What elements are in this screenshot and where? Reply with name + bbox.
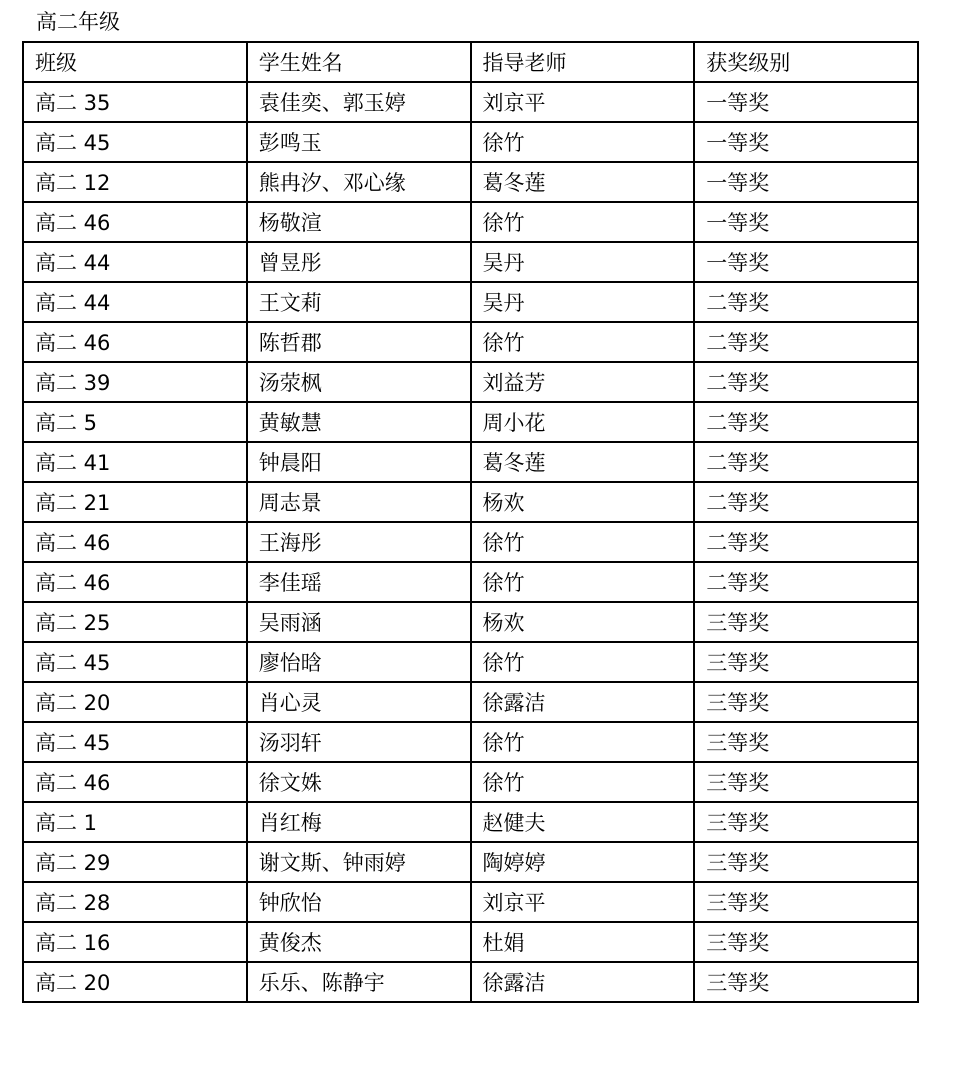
table-row [23, 682, 918, 722]
table-row [23, 962, 918, 1002]
cell-award-level: 二等奖 [694, 442, 918, 482]
table-row [23, 802, 918, 842]
table-row [23, 82, 918, 122]
table-row [23, 242, 918, 282]
table-row [23, 362, 918, 402]
cell-student-name: 徐文姝 [247, 762, 471, 802]
header-class: 班级 [23, 42, 247, 82]
cell-class: 高二 1 [23, 802, 247, 842]
cell-teacher: 吴丹 [471, 282, 695, 322]
table-row [23, 762, 918, 802]
cell-teacher: 徐竹 [471, 642, 695, 682]
cell-teacher: 徐露洁 [471, 682, 695, 722]
cell-class: 高二 5 [23, 402, 247, 442]
cell-class: 高二 44 [23, 242, 247, 282]
cell-teacher: 徐露洁 [471, 962, 695, 1002]
page-title: 高二年级 [36, 10, 120, 34]
award-table [22, 41, 919, 1003]
cell-teacher: 徐竹 [471, 322, 695, 362]
cell-teacher: 徐竹 [471, 122, 695, 162]
cell-teacher: 吴丹 [471, 242, 695, 282]
table-row [23, 562, 918, 602]
table-row [23, 202, 918, 242]
cell-award-level: 三等奖 [694, 842, 918, 882]
cell-award-level: 三等奖 [694, 762, 918, 802]
cell-award-level: 三等奖 [694, 602, 918, 642]
cell-student-name: 汤荥枫 [247, 362, 471, 402]
table-header [23, 42, 918, 82]
cell-class: 高二 39 [23, 362, 247, 402]
cell-teacher: 葛冬莲 [471, 442, 695, 482]
cell-student-name: 乐乐、陈静宇 [247, 962, 471, 1002]
table-row [23, 162, 918, 202]
cell-class: 高二 16 [23, 922, 247, 962]
cell-teacher: 徐竹 [471, 562, 695, 602]
table-row [23, 922, 918, 962]
table-row [23, 722, 918, 762]
table-row [23, 642, 918, 682]
cell-award-level: 二等奖 [694, 562, 918, 602]
cell-class: 高二 28 [23, 882, 247, 922]
cell-teacher: 刘益芳 [471, 362, 695, 402]
cell-award-level: 二等奖 [694, 522, 918, 562]
cell-award-level: 二等奖 [694, 482, 918, 522]
cell-teacher: 刘京平 [471, 882, 695, 922]
cell-student-name: 廖怡晗 [247, 642, 471, 682]
cell-teacher: 陶婷婷 [471, 842, 695, 882]
cell-student-name: 王文莉 [247, 282, 471, 322]
cell-class: 高二 20 [23, 682, 247, 722]
cell-teacher: 葛冬莲 [471, 162, 695, 202]
cell-class: 高二 21 [23, 482, 247, 522]
cell-class: 高二 35 [23, 82, 247, 122]
cell-teacher: 杨欢 [471, 602, 695, 642]
cell-student-name: 杨敬渲 [247, 202, 471, 242]
cell-award-level: 一等奖 [694, 82, 918, 122]
cell-class: 高二 45 [23, 642, 247, 682]
header-award-level: 获奖级别 [694, 42, 918, 82]
cell-teacher: 徐竹 [471, 522, 695, 562]
cell-award-level: 三等奖 [694, 882, 918, 922]
cell-student-name: 肖心灵 [247, 682, 471, 722]
cell-award-level: 二等奖 [694, 402, 918, 442]
table-row [23, 442, 918, 482]
cell-student-name: 彭鸣玉 [247, 122, 471, 162]
cell-award-level: 二等奖 [694, 322, 918, 362]
cell-student-name: 钟欣怡 [247, 882, 471, 922]
cell-award-level: 一等奖 [694, 202, 918, 242]
cell-class: 高二 25 [23, 602, 247, 642]
header-row [23, 42, 918, 82]
cell-award-level: 三等奖 [694, 642, 918, 682]
cell-teacher: 徐竹 [471, 722, 695, 762]
cell-class: 高二 45 [23, 122, 247, 162]
table-row [23, 402, 918, 442]
cell-teacher: 徐竹 [471, 762, 695, 802]
cell-class: 高二 12 [23, 162, 247, 202]
cell-student-name: 曾昱彤 [247, 242, 471, 282]
cell-student-name: 陈哲郡 [247, 322, 471, 362]
cell-award-level: 三等奖 [694, 682, 918, 722]
cell-student-name: 吴雨涵 [247, 602, 471, 642]
cell-student-name: 钟晨阳 [247, 442, 471, 482]
table-row [23, 522, 918, 562]
cell-award-level: 三等奖 [694, 802, 918, 842]
cell-student-name: 汤羽轩 [247, 722, 471, 762]
cell-award-level: 三等奖 [694, 722, 918, 762]
cell-student-name: 熊冉汐、邓心缘 [247, 162, 471, 202]
table-row [23, 842, 918, 882]
cell-teacher: 周小花 [471, 402, 695, 442]
cell-class: 高二 29 [23, 842, 247, 882]
cell-class: 高二 44 [23, 282, 247, 322]
cell-class: 高二 46 [23, 322, 247, 362]
table-row [23, 882, 918, 922]
cell-teacher: 杜娟 [471, 922, 695, 962]
cell-student-name: 袁佳奕、郭玉婷 [247, 82, 471, 122]
cell-student-name: 黄俊杰 [247, 922, 471, 962]
cell-class: 高二 46 [23, 522, 247, 562]
cell-teacher: 赵健夫 [471, 802, 695, 842]
cell-award-level: 一等奖 [694, 162, 918, 202]
table-row [23, 122, 918, 162]
cell-teacher: 杨欢 [471, 482, 695, 522]
cell-award-level: 三等奖 [694, 962, 918, 1002]
table-body [23, 82, 918, 1002]
cell-class: 高二 46 [23, 762, 247, 802]
table-row [23, 482, 918, 522]
cell-class: 高二 45 [23, 722, 247, 762]
cell-award-level: 二等奖 [694, 282, 918, 322]
table-row [23, 282, 918, 322]
cell-student-name: 黄敏慧 [247, 402, 471, 442]
cell-student-name: 谢文斯、钟雨婷 [247, 842, 471, 882]
cell-class: 高二 46 [23, 202, 247, 242]
cell-award-level: 一等奖 [694, 242, 918, 282]
cell-class: 高二 46 [23, 562, 247, 602]
header-teacher: 指导老师 [471, 42, 695, 82]
cell-student-name: 王海彤 [247, 522, 471, 562]
table-row [23, 602, 918, 642]
cell-teacher: 刘京平 [471, 82, 695, 122]
cell-class: 高二 20 [23, 962, 247, 1002]
cell-award-level: 一等奖 [694, 122, 918, 162]
cell-student-name: 周志景 [247, 482, 471, 522]
cell-teacher: 徐竹 [471, 202, 695, 242]
table-row [23, 322, 918, 362]
cell-award-level: 三等奖 [694, 922, 918, 962]
cell-class: 高二 41 [23, 442, 247, 482]
cell-award-level: 二等奖 [694, 362, 918, 402]
header-student-name: 学生姓名 [247, 42, 471, 82]
cell-student-name: 肖红梅 [247, 802, 471, 842]
cell-student-name: 李佳瑶 [247, 562, 471, 602]
